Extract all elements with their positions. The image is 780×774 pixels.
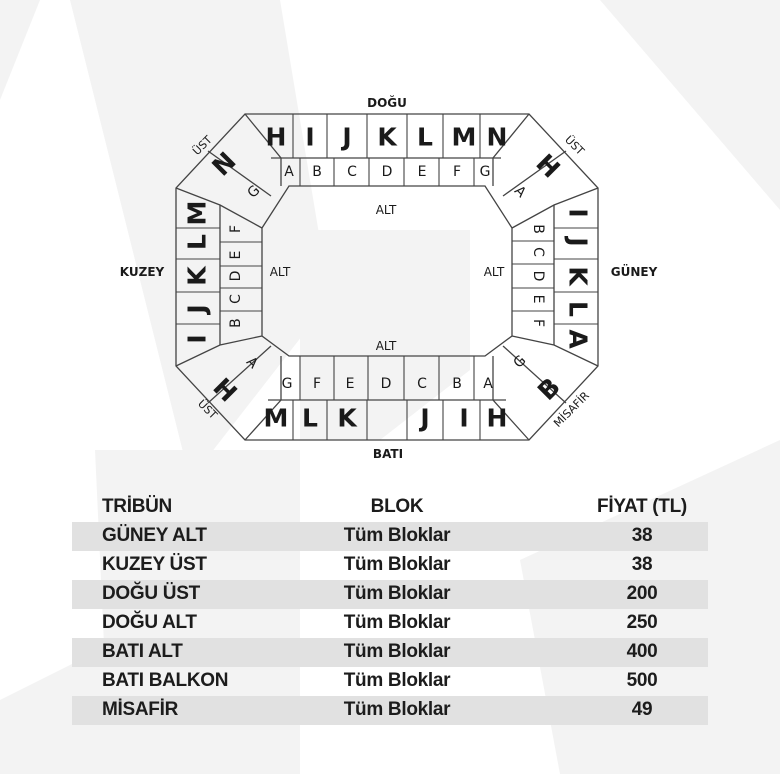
table-header — [72, 492, 708, 522]
block-left-upper-label: I — [182, 334, 212, 344]
blok-cell: Tüm Bloklar — [343, 525, 451, 546]
blok-cell: Tüm Bloklar — [343, 583, 451, 604]
block-top-upper-label: L — [417, 122, 433, 152]
block-bottom-upper-label: J — [420, 403, 430, 433]
block-bottom-lower-label: F — [312, 376, 322, 392]
block-top-upper-label: H — [265, 122, 287, 152]
table-row — [72, 638, 708, 667]
table-row — [72, 696, 708, 725]
fiyat-cell: 38 — [631, 525, 653, 546]
block-left-upper-label: K — [182, 266, 212, 286]
blok-cell: Tüm Bloklar — [343, 554, 451, 575]
direction-west-label: KUZEY — [119, 265, 165, 279]
fiyat-cell: 49 — [631, 699, 653, 720]
direction-north-label: DOĞU — [367, 96, 407, 110]
block-left-upper-label: J — [182, 304, 212, 314]
table-row — [72, 522, 708, 551]
ust-top-right-label: ÜST — [562, 133, 587, 158]
header-blok: BLOK — [370, 496, 424, 517]
block-right-lower-label: B — [530, 224, 546, 234]
block-bottom-upper-label: I — [459, 403, 469, 433]
block-bottom-upper-label: M — [263, 403, 289, 433]
tribun-cell: DOĞU ÜST — [102, 583, 200, 604]
direction-east-label: GÜNEY — [610, 265, 658, 279]
block-right-upper-label: L — [563, 301, 593, 317]
direction-south-label: BATI — [372, 447, 404, 461]
block-right-lower-label: F — [530, 318, 546, 328]
block-right-lower-label: D — [530, 270, 546, 282]
block-right-lower-label: C — [530, 247, 546, 257]
alt-left-label: ALT — [269, 265, 291, 279]
blok-cell: Tüm Bloklar — [343, 699, 451, 720]
block-bottom-lower-label: E — [345, 376, 355, 392]
block-bottom-lower-label: G — [281, 376, 293, 392]
alt-bottom-label: ALT — [375, 339, 397, 353]
block-left-upper-label: L — [182, 234, 212, 250]
block-bottom-lower-label: C — [417, 376, 427, 392]
block-top-upper-label: I — [305, 122, 315, 152]
misafir-label: MİSAFİR — [551, 389, 592, 430]
block-top-lower-label: E — [417, 164, 427, 180]
block-corner-bl-upper-label: H — [207, 372, 243, 408]
tribun-cell: GÜNEY ALT — [102, 525, 207, 546]
block-right-upper-label: I — [563, 208, 593, 218]
block-bottom-upper-label: H — [486, 403, 508, 433]
block-left-upper-label: M — [182, 200, 212, 226]
table-row — [72, 551, 708, 580]
alt-top-label: ALT — [375, 203, 397, 217]
block-top-upper-label: M — [451, 122, 477, 152]
block-bottom-upper-label: K — [337, 403, 357, 433]
fiyat-cell: 200 — [626, 583, 658, 604]
block-right-upper-label: J — [563, 237, 593, 247]
block-corner-br-upper-label: B — [532, 372, 566, 406]
block-bottom-upper-label: L — [302, 403, 318, 433]
block-left-lower-label: D — [228, 270, 244, 282]
block-corner-tr-lower-label: A — [510, 182, 530, 202]
blok-cell: Tüm Bloklar — [343, 670, 451, 691]
tribun-cell: DOĞU ALT — [102, 612, 197, 633]
block-corner-bl-lower-label: A — [242, 353, 262, 373]
block-corner-tl-upper-label: N — [206, 146, 242, 182]
tribun-cell: BATI BALKON — [102, 670, 229, 691]
block-top-lower-label: F — [452, 164, 462, 180]
block-top-upper-label: J — [342, 122, 352, 152]
fiyat-cell: 500 — [626, 670, 658, 691]
block-top-upper-label: K — [377, 122, 397, 152]
header-fiyat: FİYAT (TL) — [597, 496, 687, 517]
tribun-cell: BATI ALT — [102, 641, 183, 662]
ust-top-left-label: ÜST — [190, 133, 215, 158]
block-left-lower-label: E — [228, 250, 244, 260]
table-body — [72, 522, 708, 725]
alt-right-label: ALT — [483, 265, 505, 279]
block-left-lower-label: F — [228, 224, 244, 234]
table-row — [72, 609, 708, 638]
block-top-lower-label: G — [479, 164, 491, 180]
block-corner-tr-upper-label: H — [530, 148, 566, 184]
block-corner-br-lower-label: G — [510, 352, 530, 372]
tribun-cell: MİSAFİR — [102, 699, 179, 720]
tribun-cell: KUZEY ÜST — [102, 554, 207, 575]
table-row — [72, 667, 708, 696]
table-row — [72, 580, 708, 609]
fiyat-cell: 400 — [626, 641, 658, 662]
block-top-lower-label: B — [312, 164, 322, 180]
ust-bottom-left-label: ÜST — [195, 397, 220, 422]
block-right-upper-label: A — [563, 329, 593, 349]
block-right-lower-label: E — [530, 294, 546, 304]
price-table — [72, 492, 708, 725]
block-top-lower-label: A — [284, 164, 294, 180]
fiyat-cell: 38 — [631, 554, 653, 575]
block-top-lower-label: D — [381, 164, 393, 180]
blok-cell: Tüm Bloklar — [343, 612, 451, 633]
block-bottom-lower-label: B — [452, 376, 462, 392]
header-tribun: TRİBÜN — [102, 496, 172, 517]
block-top-lower-label: C — [347, 164, 357, 180]
fiyat-cell: 250 — [626, 612, 658, 633]
blok-cell: Tüm Bloklar — [343, 641, 451, 662]
block-bottom-lower-label: A — [483, 376, 493, 392]
block-left-lower-label: B — [228, 318, 244, 328]
block-bottom-lower-label: D — [380, 376, 392, 392]
block-top-upper-label: N — [486, 122, 508, 152]
block-corner-tl-lower-label: G — [244, 182, 264, 202]
block-left-lower-label: C — [228, 294, 244, 304]
block-right-upper-label: K — [563, 266, 593, 286]
